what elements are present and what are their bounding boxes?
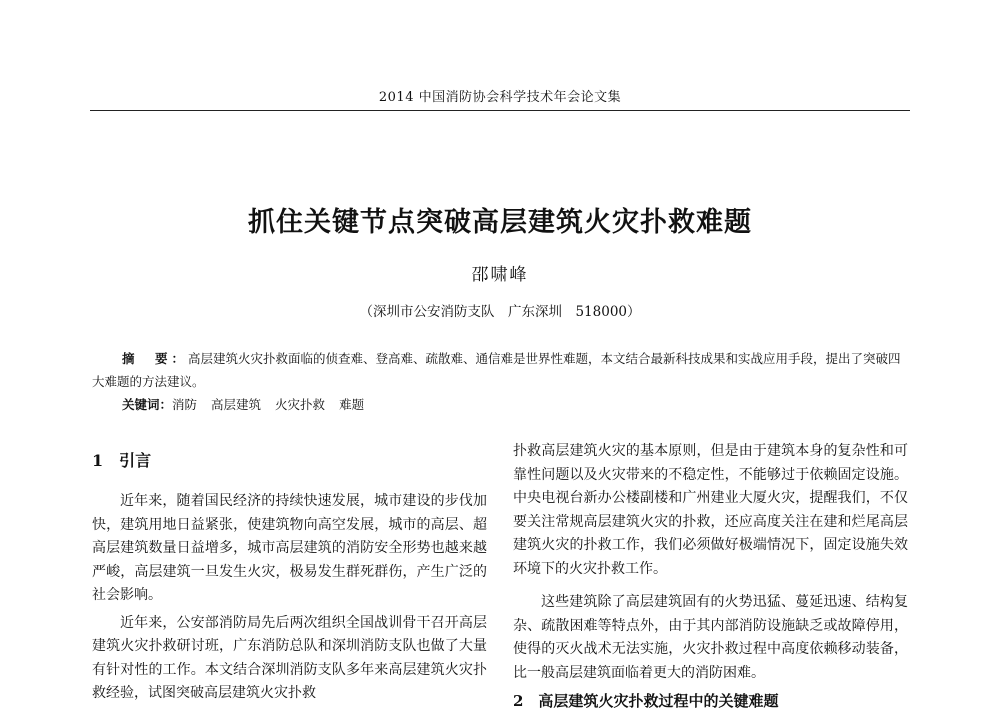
header-rule — [90, 110, 910, 111]
keywords-label: 关键词： — [122, 397, 173, 412]
keywords-line — [92, 393, 910, 416]
next-section-heading: 2 高层建筑火灾扑救过程中的关键难题 — [513, 692, 779, 710]
paper-title: 抓住关键节点突破高层建筑火灾扑救难题 — [248, 207, 752, 238]
author-affiliation: （深圳市公安消防支队 广东深圳 518000） — [359, 304, 641, 320]
body-paragraph: 这些建筑除了高层建筑固有的火势迅猛、蔓延迅速、结构复杂、疏散困难等特点外，由于其内部消防设施缺乏或故障停用，使得的灭火战术无法实施，火灾扑救过程中高度依赖移动装备，比一般高层建筑面临着更大的消防困难。 — [513, 594, 908, 681]
left-column — [92, 448, 487, 710]
abstract-label: 摘 要： — [122, 351, 189, 366]
keyword-item: 火灾扑救 — [275, 397, 326, 412]
keyword-item: 高层建筑 — [211, 397, 262, 412]
body-paragraph: 近年来，随着国民经济的持续快速发展，城市建设的步伐加快，建筑用地日益紧张，使建筑物向高空发展，城市的高层、超高层建筑数量日益增多，城市高层建筑的消防安全形势也越来越严峻，高层建筑一旦发生火灾，极易发生群死群伤，产生广泛的社会影响。 — [92, 493, 487, 603]
abstract-text: 高层建筑火灾扑救面临的侦查难、登高难、疏散难、通信难是世界性难题，本文结合最新科技成果和实战应用手段，提出了突破四大难题的方法建议。 — [92, 351, 901, 389]
running-header: 2014 中国消防协会科学技术年会论文集 — [378, 90, 622, 105]
section-number: 1 — [92, 451, 104, 470]
keyword-item: 消防 — [172, 397, 198, 412]
section-title: 引言 — [119, 451, 152, 470]
body-paragraph: 近年来，公安部消防局先后两次组织全国战训骨干召开高层建筑火灾扑救研讨班，广东消防总队和深圳消防支队也做了大量有针对性的工作。本文结合深圳消防支队多年来高层建筑火灾扑救经验，试图突破高层建筑火灾扑救 — [92, 614, 487, 701]
author-name: 邵啸峰 — [471, 265, 529, 285]
right-column — [513, 440, 908, 689]
section-heading — [92, 448, 487, 474]
abstract-paragraph — [92, 347, 910, 393]
abstract-block — [92, 347, 910, 416]
body-paragraph-continued: 扑救高层建筑火灾的基本原则，但是由于建筑本身的复杂性和可靠性问题以及火灾带来的不稳定性，不能够过于依赖固定设施。中央电视台新办公楼副楼和广州建业大厦火灾，提醒我们，不仅要关注常规高层建筑火灾的扑救，还应高度关注在建和烂尾高层建筑火灾的扑救工作，我们必须做好极端情况下，固定设施失效环境下的火灾扑救工作。 — [513, 443, 908, 577]
keyword-item: 难题 — [339, 397, 365, 412]
